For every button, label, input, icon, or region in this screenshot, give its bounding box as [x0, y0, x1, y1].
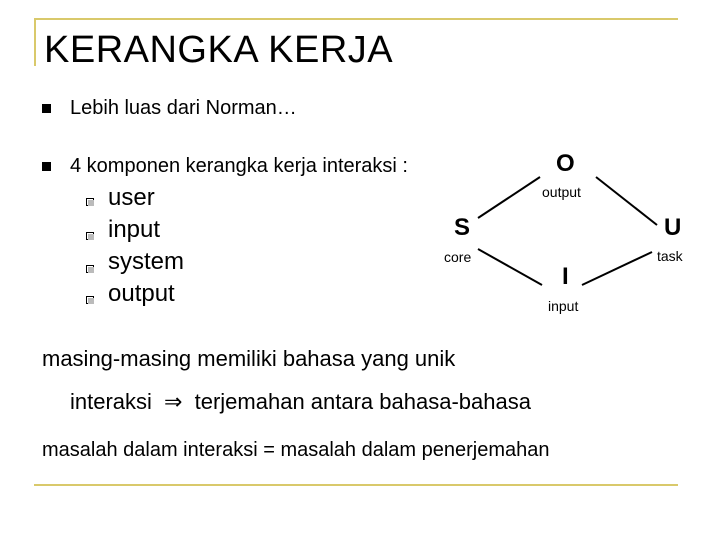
statement-line-2-right: terjemahan antara bahasa-bahasa: [194, 389, 531, 414]
node-s-label: core: [444, 249, 472, 265]
sub-item-input: input: [108, 216, 161, 243]
arrow-s-to-o: [478, 177, 540, 218]
node-i-label: input: [548, 298, 579, 314]
sub-item-system: system: [108, 248, 185, 275]
implies-arrow-icon: ⇒: [164, 390, 183, 415]
arrow-u-to-i: [582, 252, 652, 285]
node-u-letter: U: [664, 214, 682, 241]
sub-item-user: user: [108, 184, 155, 211]
node-i-letter: I: [562, 263, 569, 290]
node-o-label: output: [542, 184, 581, 200]
statement-line-1: masing-masing memiliki bahasa yang unik: [42, 346, 456, 371]
arrow-o-to-u: [596, 177, 657, 225]
statement-line-2: [70, 389, 531, 416]
node-u-label: task: [657, 248, 683, 264]
node-o-letter: O: [556, 150, 575, 177]
bullet-text-1: Lebih luas dari Norman…: [70, 97, 297, 119]
sub-item-output: output: [108, 280, 175, 307]
bullet-text-2: 4 komponen kerangka kerja interaksi :: [70, 155, 408, 177]
slide-title: KERANGKA KERJA: [44, 29, 394, 71]
frame-bottom-rule: [34, 484, 678, 486]
node-s-letter: S: [454, 214, 471, 241]
statement-line-2-left: interaksi: [70, 389, 152, 414]
statement-line-3: masalah dalam interaksi = masalah dalam penerjemahan: [42, 439, 550, 461]
arrow-i-to-s: [478, 249, 542, 285]
